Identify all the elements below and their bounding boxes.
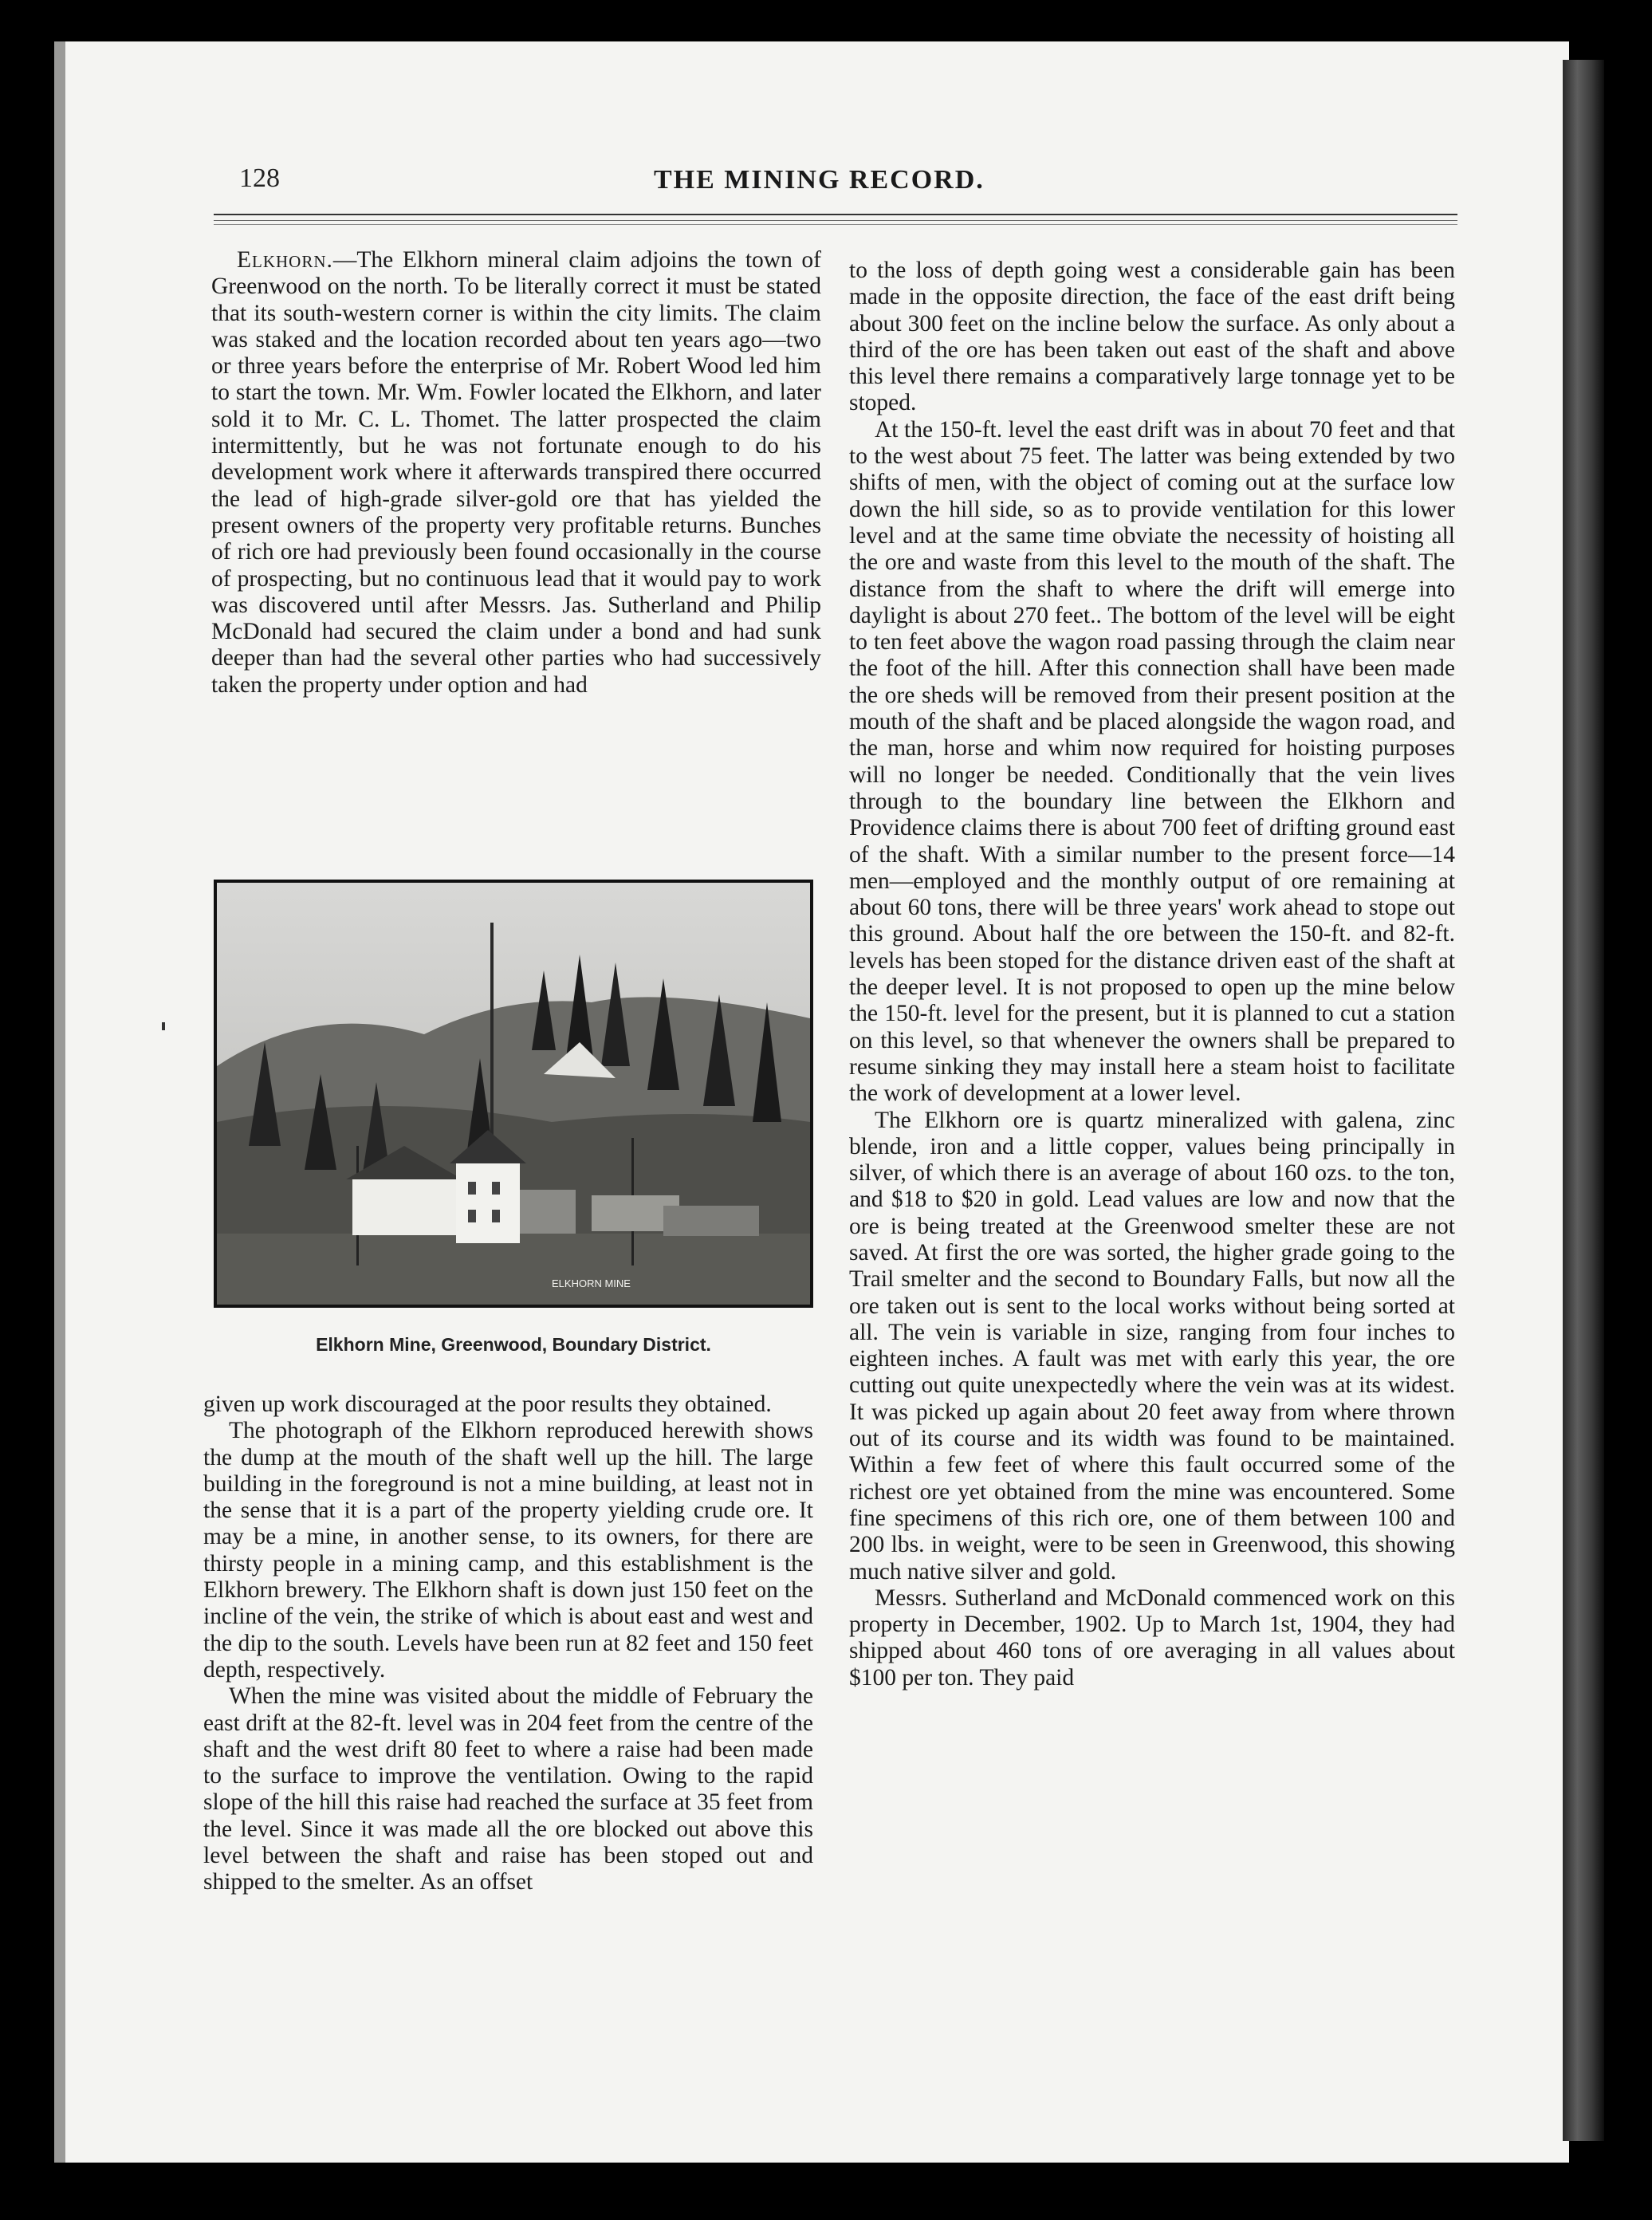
paragraph: The photograph of the Elkhorn reproduced herewith shows the dump at the mouth of the shaft well up the hill. The large building in the foreground is not a mine building, at least not in the sense that it is a part of the property yielding crude ore. It may be a mine, in another sense, to its owners, for there are thirsty people in a mining camp, and this establishment is the Elkhorn brewery. The Elkhorn shaft is down just 150 feet on the incline of the vein, the strike of which is about east and west and the dip to the south. Levels have been run at 82 feet and 150 feet depth, respectively. [203, 1418, 813, 1683]
journal-title: THE MINING RECORD. [654, 165, 985, 195]
photo-label: ELKHORN MINE [552, 1277, 631, 1289]
figure-caption: Elkhorn Mine, Greenwood, Boundary District. [316, 1334, 711, 1355]
section-lead: Elkhorn. [237, 247, 333, 273]
paragraph-text: —The Elkhorn mineral claim adjoins the town of Greenwood on the north. To be literally correct it must be stated that its south-western corner is within the city limits. The claim was staked and the location recorded about ten years ago—two or three years before the enterprise of Mr. Robert Wood led him to start the town. Mr. Wm. Fowler located the Elkhorn, and later sold it to Mr. C. L. Thomet. The latter prospected the claim intermittently, but he was not fortunate enough to do his development work where it afterwards transpired there occurred the lead of high-grade silver-gold ore that has yielded the present owners of the property very profitable returns. Bunches of rich ore had previously been found occasionally in the course of prospecting, but no continuous lead that it would pay to work was discovered until after Messrs. Jas. Sutherland and Philip McDonald had secured the claim under a bond and had sunk deeper than had the several other parties who had successively taken the property under option and had [211, 247, 821, 698]
running-header [239, 163, 1459, 203]
paragraph: Messrs. Sutherland and McDonald commenced work on this property in December, 1902. Up to March 1st, 1904, they had shipped about 460 tons of ore averaging in all values about $100 per ton. They paid [849, 1584, 1455, 1691]
left-column-bottom [203, 1391, 813, 2097]
book-spine-edge [1563, 60, 1604, 2141]
paragraph: to the loss of depth going west a considerable gain has been made in the opposite direction, the face of the east drift being about 300 feet on the incline below the surface. As only about a third of the ore has been taken out east of the shaft and above this level there remains a comparatively large tonnage yet to be stoped. [849, 258, 1455, 416]
header-rule [214, 214, 1457, 215]
paragraph: given up work discouraged at the poor results they obtained. [203, 1391, 772, 1417]
header-rule [214, 224, 1457, 225]
photo-illustration [217, 883, 810, 1305]
left-column-top [211, 247, 821, 821]
paragraph: At the 150-ft. level the east drift was in about 70 feet and that to the west about 75 feet. The latter was being extended by two shifts of men, with the object of coming out at the surface low down the hill side, so as to provide ventilation for this lower level and at the same time obviate the necessity of hoisting all the ore and waste from this level to the mouth of the shaft. The distance from the shaft to where the drift will emerge into daylight is about 270 feet.. The bottom of the level will be eight to ten feet above the wagon road passing through the claim near the foot of the hill. After this connection shall have been made the ore sheds will be removed from their present position at the mouth of the shaft and be placed alongside the wagon road, and the man, horse and whim now required for hoisting purposes will no longer be needed. Conditionally that the vein lives through to the boundary line between the Elkhorn and Providence claims there is about 700 feet of drifting ground east of the shaft. With a similar number to the present force—14 men—employed and the monthly output of ore remaining at about 60 tons, there will be three years' work ahead to stope out this ground. About half the ore between the 150-ft. and 82-ft. levels has been stoped for the distance driven east of the shaft at the deeper level. It is not proposed to open up the mine below the 150-ft. level for the present, but it is planned to cut a station on this level, so that whenever the owners shall be prepared to resume sinking they may install here a steam hoist to facilitate the work of development at a lower level. [849, 416, 1455, 1107]
paragraph: When the mine was visited about the middle of February the east drift at the 82-ft. level was in 204 feet from the centre of the shaft and the west drift 80 feet to where a raise had been made to the surface to improve the ventilation. Owing to the rapid slope of the hill this raise had reached the surface at 35 feet from the level. Since it was made all the ore blocked out above this level between the shaft and raise has been stoped out and shipped to the smelter. As an offset [203, 1683, 813, 1895]
right-column [849, 258, 1455, 2116]
header-rule [214, 220, 1457, 221]
margin-mark [162, 1022, 165, 1030]
paragraph: The Elkhorn ore is quartz mineralized with galena, zinc blende, iron and a little copper, values being principally in silver, of which there is an average of about 160 ozs. to the ton, and $18 to $20 in gold. Lead values are low and now that the ore is being treated at the Greenwood smelter these are not saved. At first the ore was sorted, the higher grade going to the Trail smelter and the second to Boundary Falls, but now all the ore taken out is sent to the local works without being sorted at all. The vein is variable in size, ranging from four inches to eighteen inches. A fault was met with early this year, the ore cutting out quite unexpectedly where the vein was at its widest. It was picked up again about 20 feet away from where thrown out of its course and its width was found to be maintained. Within a few feet of where this fault occurred some of the richest ore yet obtained from the mine was encountered. Some fine specimens of this rich ore, one of them between 100 and 200 lbs. in weight, were to be seen in Greenwood, this showing much native silver and gold. [849, 1107, 1455, 1584]
paragraph [211, 247, 821, 699]
page-number: 128 [239, 163, 280, 193]
elkhorn-mine-photograph [214, 880, 813, 1308]
